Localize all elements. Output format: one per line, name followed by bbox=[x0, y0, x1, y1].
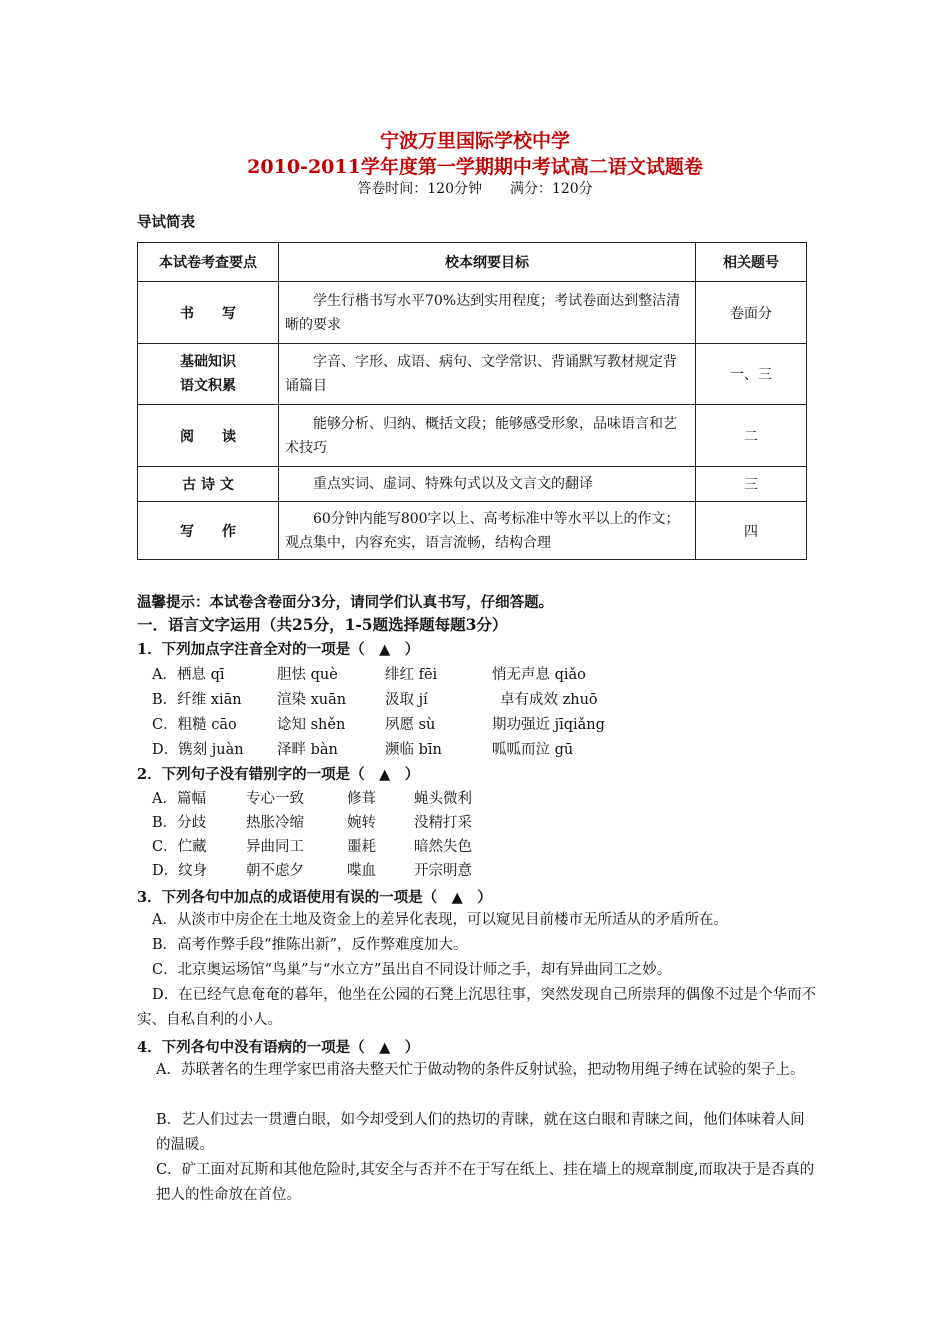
option-cell: 蝇头微利 bbox=[414, 791, 472, 807]
option-row bbox=[152, 713, 852, 737]
table-header-row bbox=[138, 243, 807, 282]
table-row bbox=[138, 405, 807, 467]
option-cell: A．篇幅 bbox=[152, 791, 206, 807]
ref-cell: 四 bbox=[696, 502, 807, 560]
point-cell: 写 作 bbox=[138, 502, 279, 560]
option-cell: 热胀冷缩 bbox=[246, 815, 304, 831]
option-text: C．矿工面对瓦斯和其他危险时,其安全与否并不在于写在纸上、挂在墙上的规章制度,而取决于是否真的把人的性命放在首位。 bbox=[156, 1162, 815, 1203]
option-cell: 异曲同工 bbox=[246, 839, 304, 855]
option-cell: 暗然失色 bbox=[414, 839, 472, 855]
option-text: B．艺人们过去一贯遭白眼，如今却受到人们的热切的青睐，就在这白眼和青睐之间，他们体味着人间的温暖。 bbox=[156, 1112, 805, 1153]
option-row bbox=[152, 811, 752, 835]
table-row bbox=[138, 282, 807, 344]
option-text: A．苏联著名的生理学家巴甫洛夫整天忙于做动物的条件反射试验，把动物用绳子缚在试验的架子上。 bbox=[156, 1062, 805, 1078]
option-cell: 期功强近 jīqiǎng bbox=[492, 717, 605, 733]
option-cell: 渲染 xuān bbox=[277, 692, 347, 708]
goal-cell: 60分钟内能写800字以上、高考标准中等水平以上的作文；观点集中，内容充实，语言流畅，结构合理 bbox=[279, 502, 696, 560]
question-stem: 3．下列各句中加点的成语使用有误的一项是（ ▲ ） bbox=[137, 889, 492, 906]
option-cell: 汲取 jí bbox=[385, 692, 428, 708]
table-row bbox=[138, 502, 807, 560]
option-row bbox=[152, 738, 852, 762]
table-row bbox=[138, 344, 807, 405]
guide-table bbox=[137, 242, 807, 560]
option-cell: 濒临 bīn bbox=[385, 742, 442, 758]
point-cell: 阅 读 bbox=[138, 405, 279, 467]
goal-cell: 重点实词、虚词、特殊句式以及文言文的翻译 bbox=[279, 467, 696, 502]
option-row bbox=[152, 835, 752, 859]
option-cell: A．栖息 qī bbox=[152, 667, 225, 683]
option-cell: C．伫藏 bbox=[152, 839, 207, 855]
option-cell: 专心一致 bbox=[246, 791, 304, 807]
exam-title: 2010-2011学年度第一学期期中考试高二语文试题卷 bbox=[247, 156, 703, 178]
option-cell: 夙愿 sù bbox=[385, 717, 436, 733]
option-cell: D．镌刻 juàn bbox=[152, 742, 244, 758]
option-row bbox=[152, 688, 852, 712]
table-row bbox=[138, 467, 807, 502]
option-cell: 噩耗 bbox=[347, 839, 376, 855]
option-cell: 胆怯 què bbox=[277, 667, 338, 683]
ref-cell: 三 bbox=[696, 467, 807, 502]
option-cell: 泽畔 bàn bbox=[277, 742, 338, 758]
ref-cell: 卷面分 bbox=[696, 282, 807, 344]
goal-cell: 字音、字形、成语、病句、文学常识、背诵默写教材规定背诵篇目 bbox=[279, 344, 696, 405]
goal-cell: 能够分析、归纳、概括文段；能够感受形象，品味语言和艺术技巧 bbox=[279, 405, 696, 467]
ref-cell: 一、三 bbox=[696, 344, 807, 405]
point-cell: 古 诗 文 bbox=[138, 467, 279, 502]
section-heading: 一．语言文字运用（共25分，1-5题选择题每题3分） bbox=[137, 615, 508, 634]
option-text: C．北京奥运场馆“鸟巢”与“水立方”虽出自不同设计师之手，却有异曲同工之妙。 bbox=[152, 962, 672, 978]
school-name: 宁波万里国际学校中学 bbox=[379, 130, 570, 152]
header-cell: 本试卷考查要点 bbox=[138, 243, 279, 282]
option-cell: 绯红 fēi bbox=[385, 667, 438, 683]
option-cell: B．纤维 xiān bbox=[152, 692, 242, 708]
question-stem: 4．下列各句中没有语病的一项是（ ▲ ） bbox=[137, 1039, 420, 1056]
goal-cell: 学生行楷书写水平70%达到实用程度；考试卷面达到整洁清晰的要求 bbox=[279, 282, 696, 344]
time-score: 答卷时间：120分钟 满分：120分 bbox=[357, 181, 593, 197]
option-row bbox=[152, 787, 752, 811]
option-text: D．在已经气息奄奄的暮年，他坐在公园的石凳上沉思往事，突然发现自己所崇拜的偶像不过是个华而不实、自私自利的小人。 bbox=[137, 987, 817, 1028]
option-cell: 喋血 bbox=[347, 863, 376, 879]
point-cell: 基础知识 语文积累 bbox=[138, 344, 279, 405]
option-cell: 开宗明意 bbox=[414, 863, 472, 879]
option-row bbox=[152, 859, 752, 883]
option-cell: C．粗糙 cāo bbox=[152, 717, 237, 733]
option-text: B．高考作弊手段“推陈出新”，反作弊难度加大。 bbox=[152, 937, 468, 953]
question-stem: 2．下列句子没有错别字的一项是（ ▲ ） bbox=[137, 766, 420, 783]
header-cell: 校本纲要目标 bbox=[279, 243, 696, 282]
guide-label: 导试简表 bbox=[137, 214, 195, 231]
option-cell: B．分歧 bbox=[152, 815, 207, 831]
question-stem: 1．下列加点字注音全对的一项是（ ▲ ） bbox=[137, 641, 420, 658]
option-cell: 谂知 shěn bbox=[277, 717, 346, 733]
option-cell: 没精打采 bbox=[414, 815, 472, 831]
point-cell: 书 写 bbox=[138, 282, 279, 344]
header-cell: 相关题号 bbox=[696, 243, 807, 282]
option-text: A．从淡市中房企在土地及资金上的差异化表现，可以窥见目前楼市无所适从的矛盾所在。 bbox=[152, 912, 728, 928]
option-cell: 卓有成效 zhuō bbox=[500, 692, 598, 708]
option-cell: 悄无声息 qiǎo bbox=[492, 667, 586, 683]
option-cell: 婉转 bbox=[347, 815, 376, 831]
option-cell: 呱呱而泣 gū bbox=[492, 742, 574, 758]
option-cell: 修葺 bbox=[347, 791, 376, 807]
tip-text: 温馨提示：本试卷含卷面分3分，请同学们认真书写，仔细答题。 bbox=[137, 594, 554, 611]
option-cell: 朝不虑夕 bbox=[246, 863, 304, 879]
option-cell: D．纹身 bbox=[152, 863, 208, 879]
option-row bbox=[152, 663, 852, 687]
ref-cell: 二 bbox=[696, 405, 807, 467]
